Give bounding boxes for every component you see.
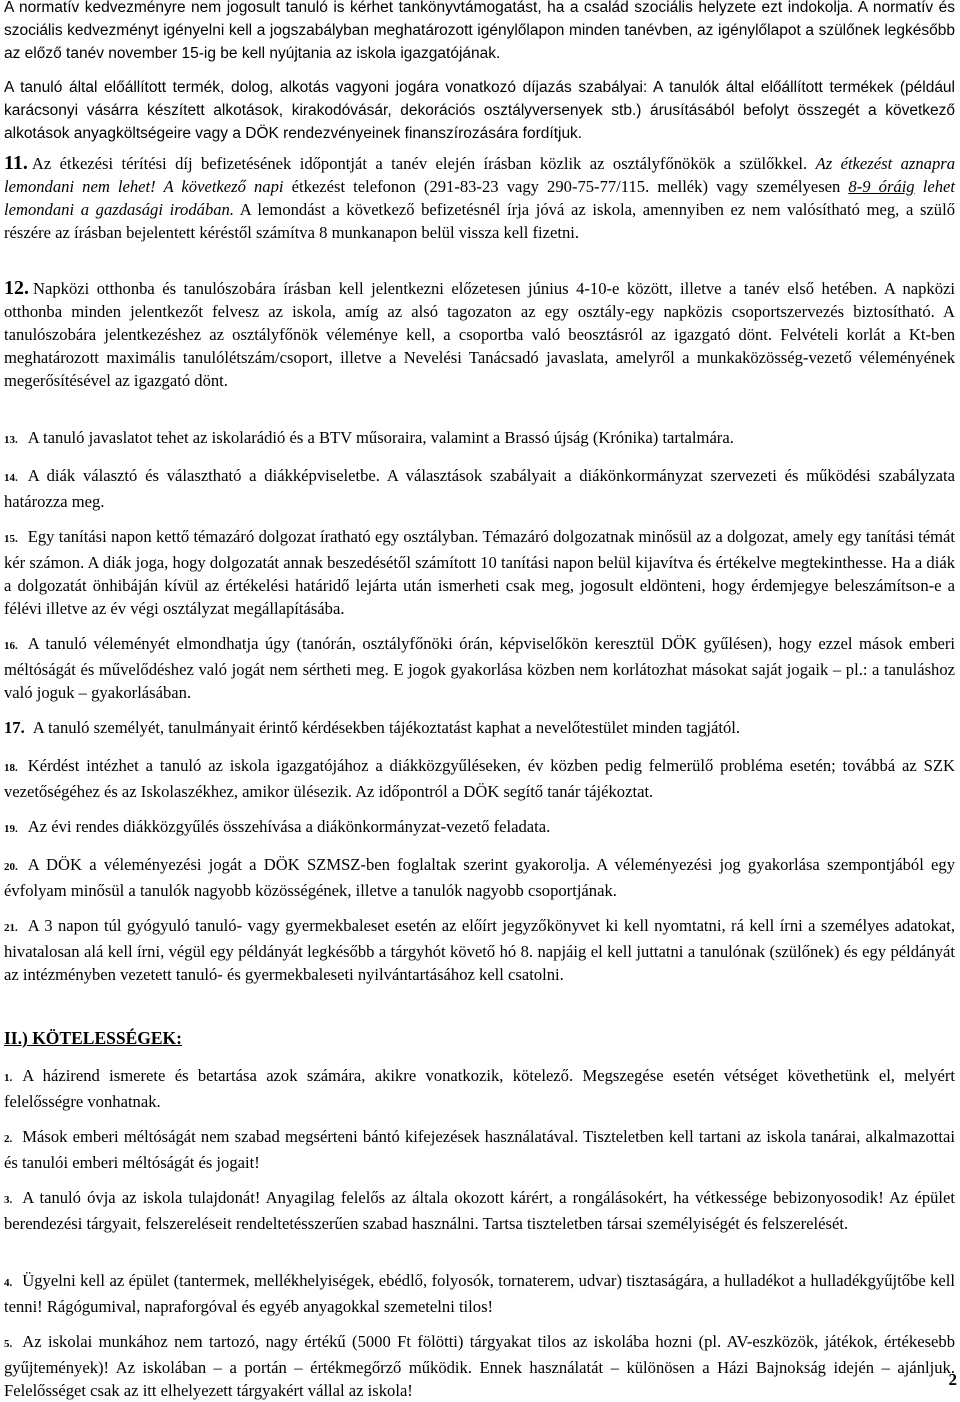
rule-number: 16.: [4, 640, 18, 652]
rule-15-tests: 15. Egy tanítási napon kettő témazáró dolgozat íratható egy osztályban. Témazáró dolgozatnak minősül az a dolgozat, amely egy tanítási témát kér számon. A diák joga, hogy dolgozatát annak beszedésétől számított 10 tanítási napon belül kijavítva és értékelve megtekinthesse. Ha a diák a dolgozatát önhibáján kívül az értékelési határidő lejárta után ismerheti csak meg, jogosult eldönteni, hogy érdemjegye beleszámítson-e a félévi illetve az év végi osztályzat megállapításába.: [4, 527, 955, 618]
duty-5-valuables: 5. Az iskolai munkához nem tartozó, nagy értékű (5000 Ft fölötti) tárgyakat tilos az iskolába hozni (pl. AV-eszközök, játékok, értékesebb gyűjtemények)! Az iskolában – a portán – értékmegőrző működik. Ennek használatát – különösen a Házi Bajnokság idején – ajánljuk. Felelősséget csak az itt elhelyezett tárgyakért vállal az iskola!: [4, 1332, 955, 1400]
intro-paragraph-textbook-support: A normatív kedvezményre nem jogosult tanuló is kérhet tankönyvtámogatást, ha a család szociális helyzete ezt indokolja. A normatív és szociális kedvezményt igényelni kell a jogszabályban meghatározott igénylőlapon minden tanévben, az igénylőlapot a szülőnek legkésőbb az előző tanév november 15-ig be kell nyújtania az iskola igazgatójának.: [4, 0, 955, 62]
cancel-time-range: 8-9 óráig: [848, 177, 915, 196]
rule-number: 20.: [4, 861, 18, 873]
duty-4-cleanliness: 4. Ügyelni kell az épület (tantermek, mellékhelyiségek, ebédlő, folyosók, tornaterem, udvar) tisztaságára, a hulladékot a hulladékgyűjtőbe kell tenni! Rágógumival, napraforgóval és egyéb anyagokkal szemetelni tilos!: [4, 1271, 955, 1316]
rule-17-information: 17. A tanuló személyét, tanulmányait érintő kérdésekben tájékoztatást kaphat a nevelőtestület minden tagjától.: [4, 718, 741, 737]
rule-number: 17.: [4, 718, 25, 737]
duty-number: 3.: [4, 1194, 13, 1206]
rule-14-student-representation: 14. A diák választó és választható a diákképviseletbe. A választások szabályait a diákönkormányzat szervezeti és működési szabályzata határozza meg.: [4, 466, 955, 511]
rule-number: 19.: [4, 823, 18, 835]
rule-number: 12.: [4, 277, 29, 299]
duty-1-house-rules: 1. A házirend ismerete és betartása azok számára, akikre vonatkozik, kötelező. Megszegése esetén vétséget követhetünk el, melyért felelősségre vonhatnak.: [4, 1066, 955, 1111]
rule-number: 14.: [4, 472, 18, 484]
duty-2-dignity: 2. Mások emberi méltóságát nem szabad megsérteni bántó kifejezések használatával. Tiszteletben kell tartani az iskola tanárai, alkalmazottai és tanulói emberi méltóságát és jogait!: [4, 1127, 955, 1172]
rule-number: 11.: [4, 152, 28, 174]
rule-20-dok-rights: 20. A DÖK a véleményezési jogát a DÖK SZMSZ-ben foglaltak szerint gyakorolja. A véleményezési jog gyakorlása szempontjából egy évfolyam minősül a tanulók nagyobb közösségének, illetve a tanulók nagyobb csoportjának.: [4, 855, 955, 900]
rule-16-opinion: 16. A tanuló véleményét elmondhatja úgy (tanórán, osztályfőnöki órán, képviselőkön keresztül DÖK gyűlésen), hogy ezzel mások emberi méltóságát és művelődéshez való jogát nem sértheti meg. E jogok gyakorlása közben nem korlátozhat másokat saját jogaik – pl.: a tanuláshoz való joguk – gyakorlásában.: [4, 634, 955, 702]
section-heading-duties: II.) KÖTELESSÉGEK:: [4, 1028, 182, 1048]
duty-number: 4.: [4, 1277, 13, 1289]
rule-number: 13.: [4, 434, 18, 446]
rule-number: 15.: [4, 533, 18, 545]
rule-12-after-school-care: 12. Napközi otthonba és tanulószobára írásban kell jelentkezni előzetesen június 4-10-e között, illetve a tanév első hetében. A napközi otthonba minden jelentkezőt felvesz az iskola, amíg az alsó tagozaton az egy osztály-egy napközis csoportszervezés biztosítható. A tanulószobára jelentkezéshez az osztályfőnök véleménye kell, a csoportba való beosztásról az igazgató dönt. Felvételi korlát a Kt-ben meghatározott maximális tanulólétszám/csoport, illetve a Nevelési Tanácsadó javaslata, amelyről a munkaközösség-vezető véleményének megerősítésével az igazgató dönt.: [4, 277, 955, 390]
rule-number: 21.: [4, 922, 18, 934]
rule-number: 18.: [4, 762, 18, 774]
duty-number: 2.: [4, 1133, 13, 1145]
intro-paragraph-student-products: A tanuló által előállított termék, dolog, alkotás vagyoni jogára vonatkozó díjazás szabályai: A tanulók által előállított termékek (például karácsonyi vásárra készített alkotások, kirakodóvásár, dekorációs osztályversenyek stb.) árusításából befolyt összegét a következő alkotások anyagköltségeire vagy a DÖK rendezvényeinek finanszírozására fordítjuk.: [4, 79, 955, 142]
duty-number: 1.: [4, 1072, 13, 1084]
rule-11-meal-fees: 11. Az étkezési térítési díj befizetésének időpontját a tanév elején írásban közlik az osztályfőnökök a szülőkkel. Az étkezést aznapra lemondani nem lehet! A következő napi étkezést telefonon (291-83-23 vagy 290-75-77/115. mellék) vagy személyesen 8-9 óráig lehet lemondani a gazdasági irodában. A lemondást a következő befizetésnél írja jóvá az iskola, amennyiben ez nem valósítható meg, a szülő részére az írásban bejelentett kéréstől számítva 8 munkanapon belül vissza kell fizetni.: [4, 152, 956, 242]
page-number: 2: [948, 1370, 957, 1389]
rule-19-assembly: 19. Az évi rendes diákközgyűlés összehívása a diákönkormányzat-vezető feladata.: [4, 817, 551, 836]
duty-3-property: 3. A tanuló óvja az iskola tulajdonát! Anyagilag felelős az általa okozott kárért, a rongálásokért, ha vétkessége bebizonyosodik! Az épület berendezési tárgyait, felszereléseit rendeltetésszerűen szabad használni. Tartsa tiszteletben társai személyiségét és felszerelését.: [4, 1188, 955, 1233]
duty-number: 5.: [4, 1338, 13, 1350]
rule-13-school-media: 13. A tanuló javaslatot tehet az iskolarádió és a BTV műsoraira, valamint a Brassó újság (Krónika) tartalmára.: [4, 428, 734, 447]
rule-18-questions: 18. Kérdést intézhet a tanuló az iskola igazgatójához a diákközgyűléseken, év közben pedig felmerülő probléma esetén; továbbá az SZK vezetőségéhez és az Iskolaszékhez, amikor ülésezik. Az időpontról a DÖK segítő tanár tájékoztat.: [4, 756, 955, 801]
rule-21-accidents: 21. A 3 napon túl gyógyuló tanuló- vagy gyermekbaleset esetén az előírt jegyzőkönyvet ki kell nyomtatni, rá kell írni a személyes adatokat, hivatalosan alá kell írni, végül egy példányát legkésőbb a tárgyhót követő hó 8. napjáig el kell juttatni a tanulónak (szülőnek) és egy példányát az intézményben vezetett tanuló- és gyermekbaleseti nyilvántartásához kell csatolni.: [4, 916, 955, 984]
